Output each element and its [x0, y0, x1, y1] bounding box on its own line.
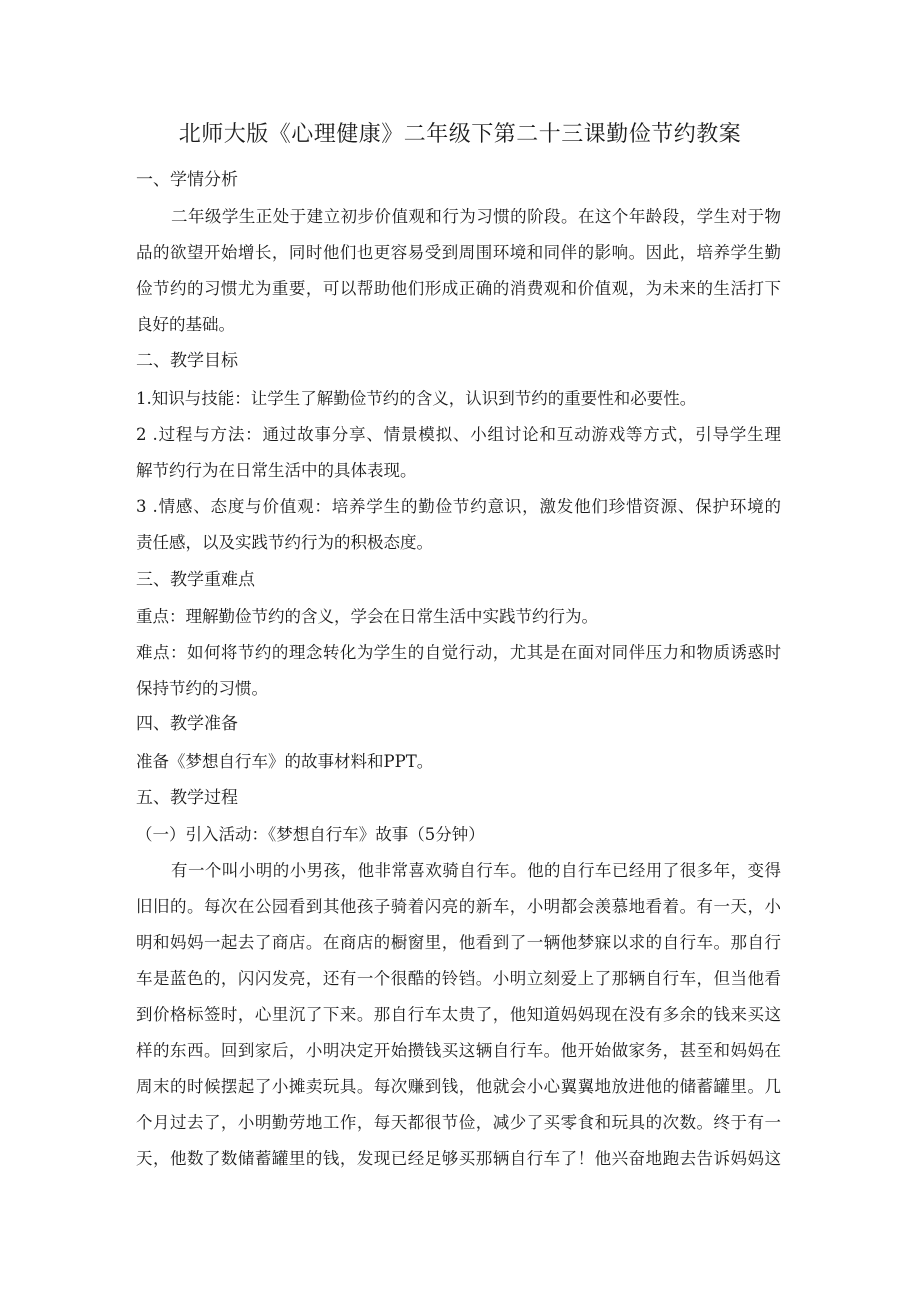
story-line: 旧旧的。每次在公园看到其他孩子骑着闪亮的新车，小明都会羡慕地看着。有一天，小	[136, 897, 781, 916]
paragraph-line: 品的欲望开始增长，同时他们也更容易受到周围环境和同伴的影响。因此，培养学生勤	[136, 243, 781, 262]
goal-item: 3 .情感、态度与价值观：培养学生的勤俭节约意识，激发他们珍惜资源、保护环境的	[136, 497, 781, 516]
preparation-text: 准备《梦想自行车》的故事材料和PPT。	[136, 752, 434, 771]
difficult-point: 难点：如何将节约的理念转化为学生的自觉行动，尤其是在面对同伴压力和物质诱惑时	[136, 643, 781, 662]
goal-item-continuation: 解节约行为在日常生活中的具体表现。	[136, 461, 417, 480]
section-heading-analysis: 一、学情分析	[136, 170, 238, 190]
section-heading-key-points: 三、教学重难点	[136, 570, 255, 590]
story-line: 周末的时候摆起了小摊卖玩具。每次赚到钱，他就会小心翼翼地放进他的储蓄罐里。几	[136, 1077, 781, 1096]
section-heading-preparation: 四、教学准备	[136, 714, 238, 734]
section-heading-process: 五、教学过程	[136, 788, 238, 808]
paragraph-line: 俭节约的习惯尤为重要，可以帮助他们形成正确的消费观和价值观，为未来的生活打下	[136, 279, 781, 298]
goal-item: 2 .过程与方法：通过故事分享、情景模拟、小组讨论和互动游戏等方式，引导学生理	[136, 425, 781, 444]
story-line: 明和妈妈一起去了商店。在商店的橱窗里，他看到了一辆他梦寐以求的自行车。那自行	[136, 933, 781, 952]
key-point: 重点：理解勤俭节约的含义，学会在日常生活中实践节约行为。	[136, 607, 598, 626]
difficult-point-continuation: 保持节约的习惯。	[136, 679, 268, 698]
paragraph-line: 良好的基础。	[136, 315, 235, 334]
section-heading-goals: 二、教学目标	[136, 351, 238, 371]
goal-item-continuation: 责任感，以及实践节约行为的积极态度。	[136, 533, 433, 552]
story-line: 有一个叫小明的小男孩，他非常喜欢骑自行车。他的自行车已经用了很多年，变得	[171, 861, 781, 880]
goal-item: 1.知识与技能：让学生了解勤俭节约的含义，认识到节约的重要性和必要性。	[136, 389, 697, 408]
story-line: 车是蓝色的，闪闪发亮，还有一个很酷的铃铛。小明立刻爱上了那辆自行车，但当他看	[136, 969, 781, 988]
paragraph-line: 二年级学生正处于建立初步价值观和行为习惯的阶段。在这个年龄段，学生对于物	[171, 207, 781, 226]
document-title: 北师大版《心理健康》二年级下第二十三课勤俭节约教案	[178, 122, 742, 147]
story-line: 天，他数了数储蓄罐里的钱，发现已经足够买那辆自行车了！他兴奋地跑去告诉妈妈这	[136, 1149, 781, 1168]
story-line: 个月过去了，小明勤劳地工作，每天都很节俭，减少了买零食和玩具的次数。终于有一	[136, 1113, 781, 1132]
subsection-heading: （一）引入活动：《梦想自行车》故事（5分钟）	[136, 825, 485, 844]
story-line: 到价格标签时，心里沉了下来。那自行车太贵了，他知道妈妈现在没有多余的钱来买这	[136, 1005, 781, 1024]
story-line: 样的东西。回到家后，小明决定开始攒钱买这辆自行车。他开始做家务，甚至和妈妈在	[136, 1041, 781, 1060]
